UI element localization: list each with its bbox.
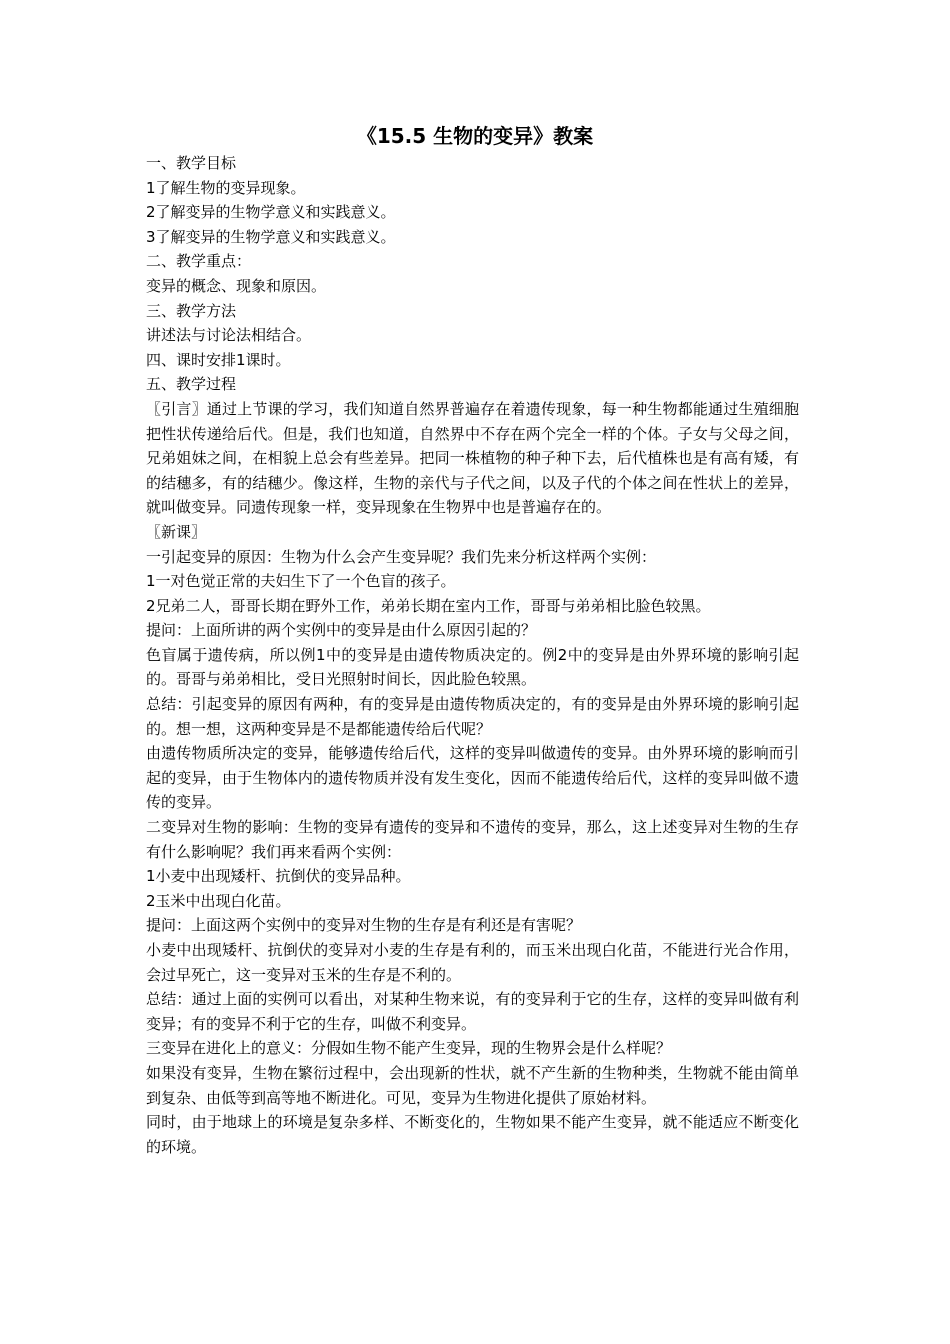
document-title: 《15.5 生物的变异》教案: [356, 124, 594, 148]
paragraph: 2兄弟二人，哥哥长期在野外工作，弟弟长期在室内工作，哥哥与弟弟相比脸色较黑。: [146, 596, 711, 615]
paragraph: 小麦中出现矮杆、抗倒伏的变异对小麦的生存是有利的，而玉米出现白化苗，不能进行光合作用，会过早死亡，这一变异对玉米的生存是不利的。: [146, 941, 799, 984]
paragraph: 三变异在进化上的意义：分假如生物不能产生变异，现的生物界会是什么样呢？: [146, 1039, 672, 1058]
paragraph: 同时，由于地球上的环境是复杂多样、不断变化的，生物如果不能产生变异，就不能适应不断变化的环境。: [146, 1113, 799, 1156]
paragraph: 如果没有变异，生物在繁衍过程中，会出现新的性状，就不产生新的生物种类，生物就不能由简单到复杂、由低等到高等地不断进化。可见，变异为生物进化提供了原始材料。: [146, 1063, 799, 1107]
paragraph: 1小麦中出现矮杆、抗倒伏的变异品种。: [146, 867, 411, 886]
paragraph: 色盲属于遗传病，所以例1中的变异是由遗传物质决定的。例2中的变异是由外界环境的影响引起的。哥哥与弟弟相比，受日光照射时间长，因此脸色较黑。: [146, 645, 799, 689]
paragraph: 2玉米中出现白化苗。: [146, 891, 291, 910]
objective-item: 2了解变异的生物学意义和实践意义。: [146, 203, 396, 222]
paragraph: 总结：引起变异的原因有两种，有的变异是由遗传物质决定的，有的变异是由外界环境的影响引起的。想一想，这两种变异是不是都能遗传给后代呢？: [146, 695, 799, 738]
new-lesson-heading: 〖新课〗: [146, 522, 207, 541]
paragraph: 二变异对生物的影响：生物的变异有遗传的变异和不遗传的变异，那么，这上述变异对生物的生存有什么影响呢？我们再来看两个实例：: [146, 818, 799, 861]
section-heading-schedule: 四、课时安排1课时。: [146, 350, 291, 369]
section-heading-methods: 三、教学方法: [146, 301, 237, 320]
paragraph: 提问：上面这两个实例中的变异对生物的生存是有利还是有害呢？: [146, 916, 582, 935]
section-heading-key-points: 二、教学重点：: [146, 252, 252, 271]
key-points-text: 变异的概念、现象和原因。: [146, 276, 327, 295]
paragraph: 一引起变异的原因：生物为什么会产生变异呢？我们先来分析这样两个实例：: [146, 547, 657, 566]
paragraph: 由遗传物质所决定的变异，能够遗传给后代，这样的变异叫做遗传的变异。由外界环境的影响而引起的变异，由于生物体内的遗传物质并没有发生变化，因而不能遗传给后代，这样的变异叫做不遗传的变异。: [146, 744, 799, 812]
paragraph: 1一对色觉正常的夫妇生下了一个色盲的孩子。: [146, 572, 456, 591]
section-heading-objectives: 一、教学目标: [146, 154, 237, 172]
objective-item: 1了解生物的变异现象。: [146, 178, 306, 197]
objective-item: 3了解变异的生物学意义和实践意义。: [146, 227, 396, 246]
intro-paragraph: 〖引言〗通过上节课的学习，我们知道自然界普遍存在着遗传现象，每一种生物都能通过生殖细胞把性状传递给后代。但是，我们也知道，自然界中不存在两个完全一样的个体。子女与父母之间，兄弟姐妹之间，在相貌上总会有些差异。把同一株植物的种子种下去，后代植株也是有高有矮，有的结穗多，有的结穗少。像这样，生物的亲代与子代之间，以及子代的个体之间在性状上的差异，就叫做变异。同遗传现象一样，变异现象在生物界中也是普遍存在的。: [146, 399, 799, 517]
paragraph: 提问：上面所讲的两个实例中的变异是由什么原因引起的？: [146, 621, 537, 640]
section-heading-process: 五、教学过程: [146, 375, 237, 394]
paragraph: 总结：通过上面的实例可以看出，对某种生物来说，有的变异利于它的生存，这样的变异叫做有利变异；有的变异不利于它的生存，叫做不利变异。: [146, 990, 799, 1033]
document-body: [146, 151, 799, 1159]
methods-text: 讲述法与讨论法相结合。: [146, 326, 312, 345]
